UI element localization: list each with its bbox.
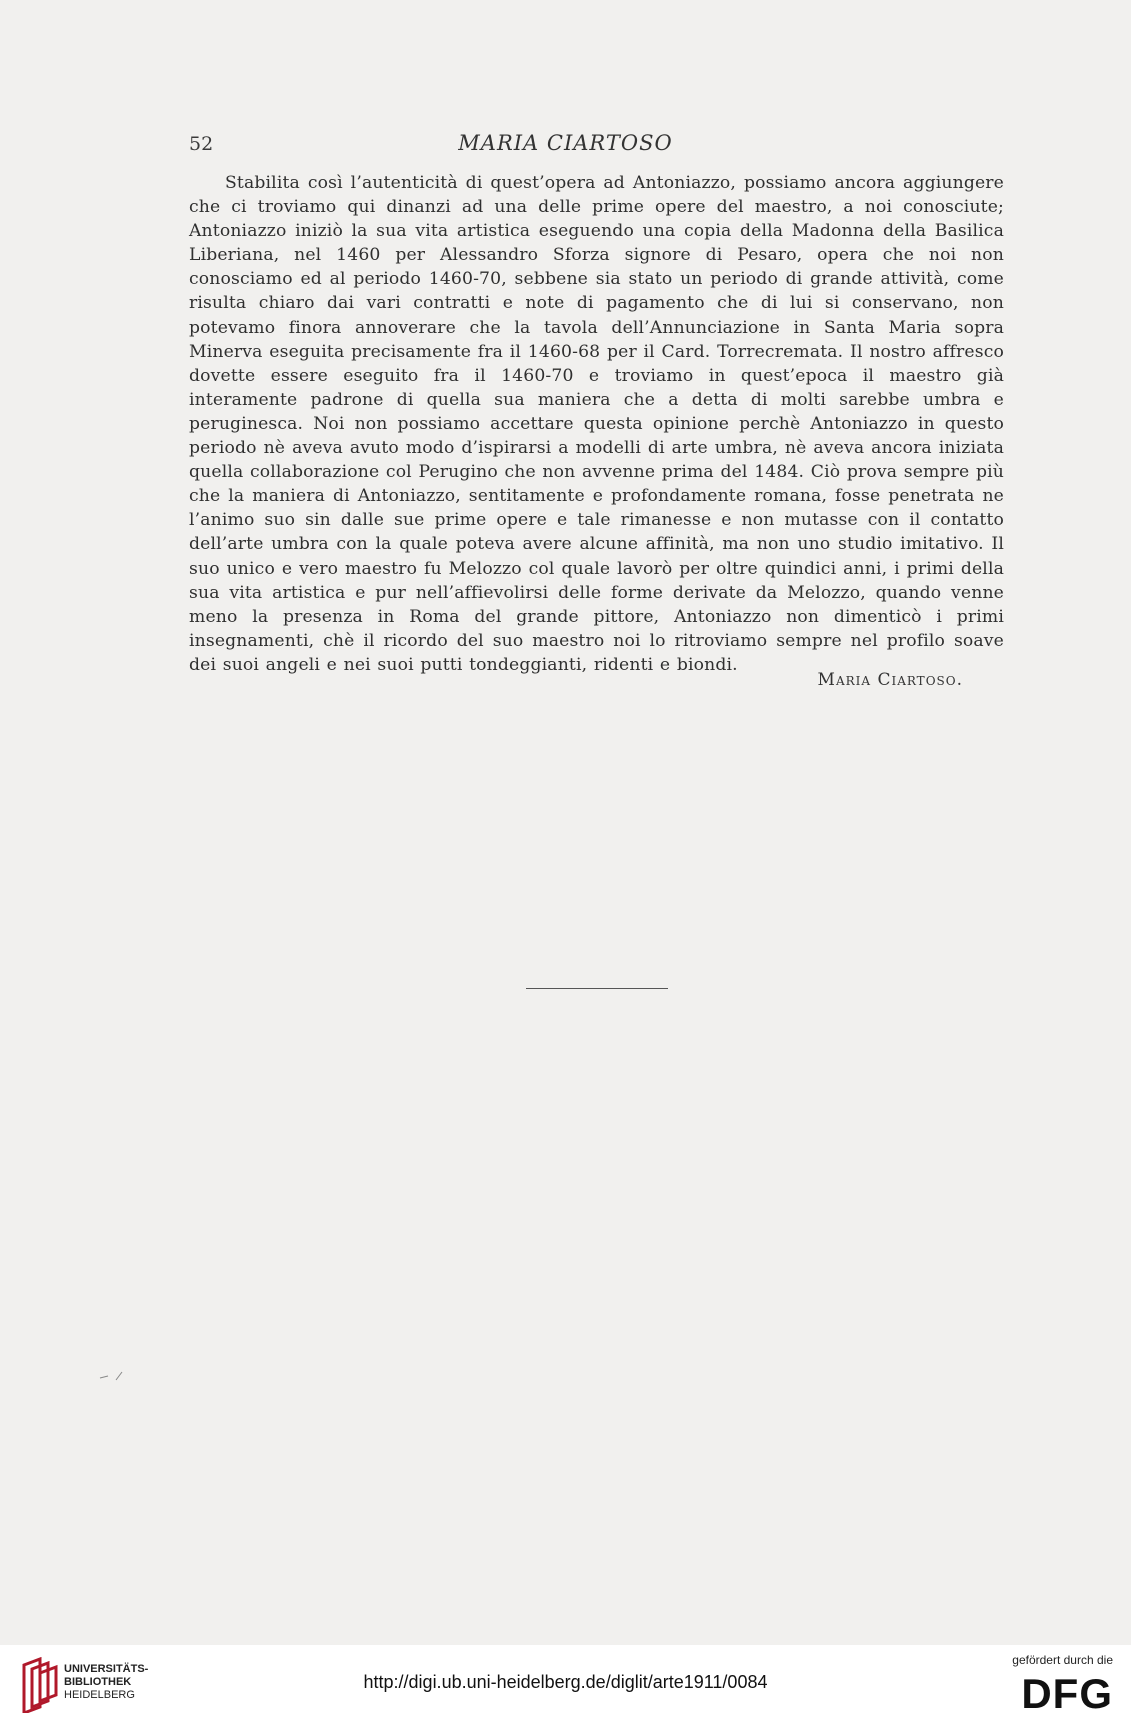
margin-pencil-mark xyxy=(98,1364,128,1384)
library-name-line-1: UNIVERSITÄTS- xyxy=(64,1663,149,1675)
digitization-footer xyxy=(0,1645,1131,1725)
funding-caption: gefördert durch die xyxy=(1012,1653,1113,1667)
library-name-line-2: BIBLIOTHEK xyxy=(64,1676,132,1688)
library-name-line-3: HEIDELBERG xyxy=(64,1689,135,1701)
funder-logo[interactable] xyxy=(993,1653,1113,1723)
article-paragraph: Stabilita così l’autenticità di quest’opera ad Antoniazzo, possiamo ancora aggiungere che ci troviamo qui dinanzi ad una delle prime opere del maestro, a noi conosciute; Antoniazzo iniziò la sua vita artistica eseguendo una copia della Madonna della Basilica Liberiana, nel 1460 per Alessandro Sforza signore di Pesaro, opera che noi non conosciamo ed al periodo 1460-70, sebbene sia stato un periodo di grande attività, come risulta chiaro dai vari contratti e note di pagamento che di lui si conservano, non potevamo finora annoverare che la tavola dell’Annunciazione in Santa Maria sopra Minerva eseguita precisamente fra il 1460-68 per il Card. Torrecremata. Il nostro affresco dovette essere eseguito fra il 1460-70 e troviamo in quest’epoca il maestro già interamente padrone di quella sua maniera che a detta di molti sarebbe umbra e peruginesca. Noi non possiamo accettare questa opinione perchè Antoniazzo in questo periodo nè aveva avuto modo d’ispirarsi a modelli di arte umbra, nè aveva ancora iniziata quella collaborazione col Perugino che non avvenne prima del 1484. Ciò prova sempre più che la maniera di Antoniazzo, sentitamente e profondamente romana, fosse penetrata ne l’animo suo sin dalle sue prime opere e tale rimanesse e non mutasse con il contatto dell’arte umbra con la quale poteva avere alcune affinità, ma non uno studio imitativo. Il suo unico e vero maestro fu Melozzo col quale lavorò per oltre quindici anni, i primi della sua vita artistica e pur nell’affievolirsi delle forme derivate da Melozzo, quando venne meno la presenza in Roma del grande pittore, Antoniazzo non dimenticò i primi insegnamenti, chè il ricordo del suo maestro noi lo ritroviamo sempre nel profilo soave dei suoi angeli e nei suoi putti tondeggianti, ridenti e biondi. xyxy=(189,173,1004,675)
permalink-url[interactable]: http://digi.ub.uni-heidelberg.de/diglit/arte1911/0084 xyxy=(363,1672,768,1692)
author-signature: Maria Ciartoso. xyxy=(817,670,963,690)
running-head: MARIA CIARTOSO xyxy=(458,131,673,155)
section-divider-rule xyxy=(526,988,668,989)
page-number: 52 xyxy=(189,133,214,155)
dfg-wordmark: DFG xyxy=(1021,1670,1113,1717)
